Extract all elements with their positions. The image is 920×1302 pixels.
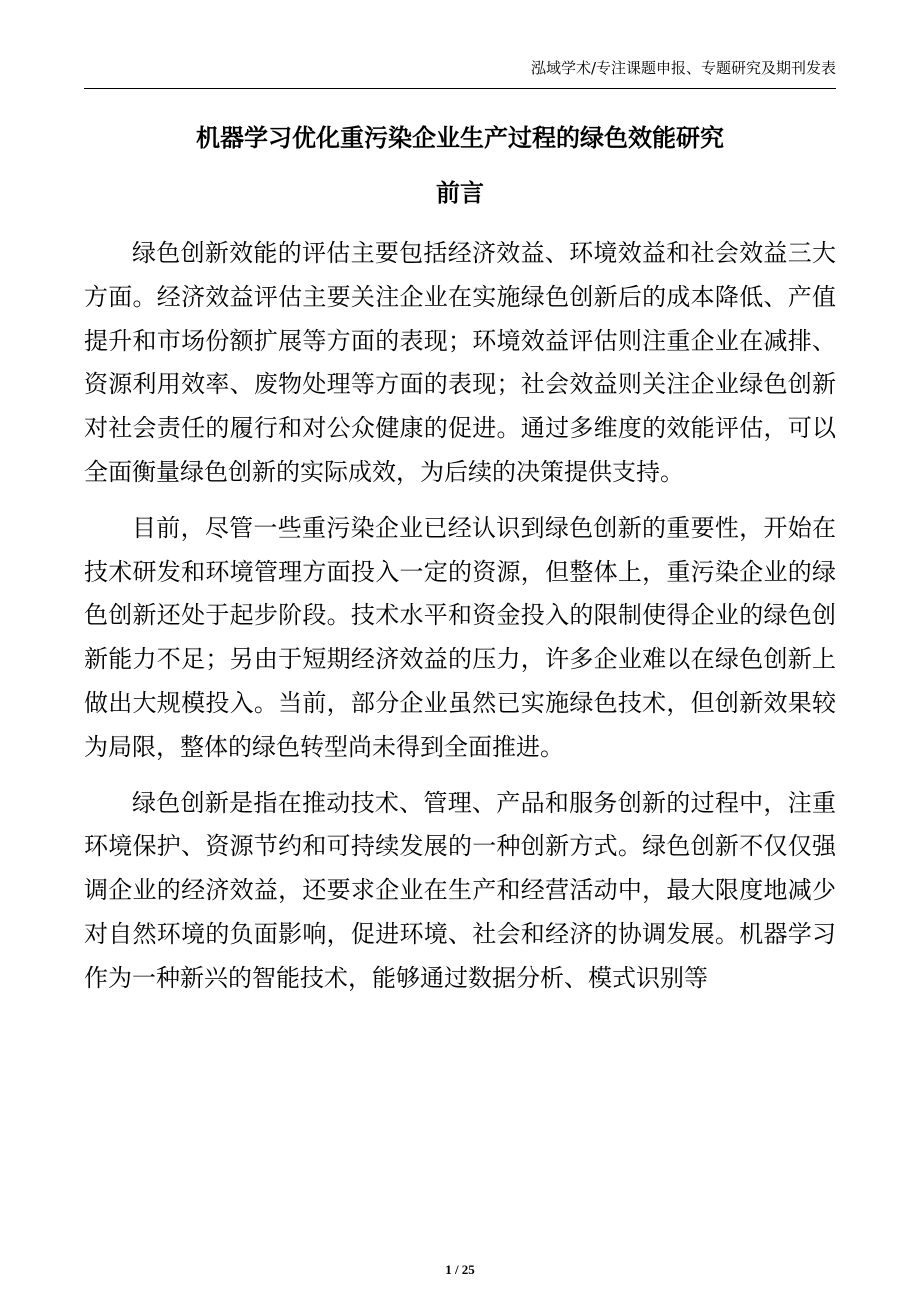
body-text: [84, 232, 836, 1013]
paragraph: 目前，尽管一些重污染企业已经认识到绿色创新的重要性，开始在技术研发和环境管理方面投入一定的资源，但整体上，重污染企业的绿色创新还处于起步阶段。技术水平和资金投入的限制使得企业的绿色创新能力不足；另由于短期经济效益的压力，许多企业难以在绿色创新上做出大规模投入。当前，部分企业虽然已实施绿色技术，但创新效果较为局限，整体的绿色转型尚未得到全面推进。: [84, 513, 836, 761]
section-heading: 前言: [436, 179, 484, 207]
page-number: 1 / 25: [445, 1262, 475, 1277]
header-divider: [84, 88, 836, 89]
paragraph: 绿色创新效能的评估主要包括经济效益、环境效益和社会效益三大方面。经济效益评估主要关注企业在实施绿色创新后的成本降低、产值提升和市场份额扩展等方面的表现；环境效益评估则注重企业在减排、资源利用效率、废物处理等方面的表现；社会效益则关注企业绿色创新对社会责任的履行和对公众健康的促进。通过多维度的效能评估，可以全面衡量绿色创新的实际成效，为后续的决策提供支持。: [84, 239, 836, 486]
header-tagline: 泓域学术/专注课题申报、专题研究及期刊发表: [530, 59, 836, 77]
paragraph: 绿色创新是指在推动技术、管理、产品和服务创新的过程中，注重环境保护、资源节约和可持续发展的一种创新方式。绿色创新不仅仅强调企业的经济效益，还要求企业在生产和经营活动中，最大限度地减少对自然环境的负面影响，促进环境、社会和经济的协调发展。机器学习作为一种新兴的智能技术，能够通过数据分析、模式识别等: [84, 788, 836, 992]
document-title: 机器学习优化重污染企业生产过程的绿色效能研究: [196, 124, 724, 152]
